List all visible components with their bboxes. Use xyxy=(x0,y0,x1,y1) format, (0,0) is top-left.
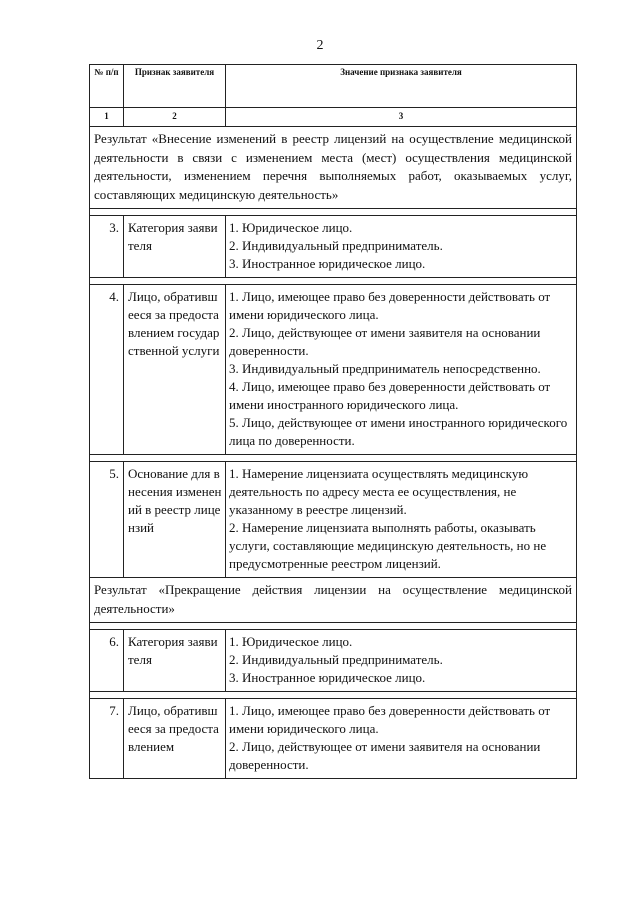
table-row xyxy=(90,630,577,692)
result-title: Результат «Прекращение действия лицензии на осуществление медицинской деятельности» xyxy=(90,578,577,623)
sign-value-item: 2. Лицо, действующее от имени заявителя на основании доверенности. xyxy=(229,739,541,772)
row-spacer xyxy=(90,209,577,216)
table-row xyxy=(90,285,577,455)
table-row xyxy=(90,462,577,578)
applicant-signs-table xyxy=(89,64,577,779)
sign-values xyxy=(226,285,577,455)
row-number: 7. xyxy=(90,699,124,779)
spacer-cell xyxy=(90,209,577,216)
row-number: 6. xyxy=(90,630,124,692)
table-row xyxy=(90,699,577,779)
table-header-row xyxy=(90,65,577,108)
sign-value-item: 2. Намерение лицензиата выполнять работы, оказывать услуги, составляющие медицинскую деятельность, но не предусмотренные реестром лицензий. xyxy=(229,520,547,571)
applicant-sign: Основание для внесения изменений в реестр лицензий xyxy=(124,462,226,578)
spacer-cell xyxy=(90,623,577,630)
sign-value-item: 2. Индивидуальный предприниматель. xyxy=(229,238,443,253)
sign-value-item: 1. Лицо, имеющее право без доверенности действовать от имени юридического лица. xyxy=(229,289,551,322)
applicant-sign: Лицо, обратившееся за предоставлением государственной услуги xyxy=(124,285,226,455)
sign-value-item: 1. Юридическое лицо. xyxy=(229,634,353,649)
sign-value-item: 3. Иностранное юридическое лицо. xyxy=(229,670,426,685)
spacer-cell xyxy=(90,692,577,699)
sign-value-item: 1. Лицо, имеющее право без доверенности действовать от имени юридического лица. xyxy=(229,703,551,736)
sign-values xyxy=(226,699,577,779)
row-number: 4. xyxy=(90,285,124,455)
applicant-sign: Лицо, обратившееся за предоставлением xyxy=(124,699,226,779)
column-number: 1 xyxy=(90,108,124,127)
sign-value-item: 2. Лицо, действующее от имени заявителя на основании доверенности. xyxy=(229,325,541,358)
header-value: Значение признака заявителя xyxy=(226,65,577,108)
sign-value-item: 1. Юридическое лицо. xyxy=(229,220,353,235)
result-row xyxy=(90,127,577,209)
page-number: 2 xyxy=(316,38,324,53)
column-numbers-row xyxy=(90,108,577,127)
column-number: 2 xyxy=(124,108,226,127)
sign-value-item: 4. Лицо, имеющее право без доверенности действовать от имени иностранного юридического лица. xyxy=(229,379,551,412)
spacer-cell xyxy=(90,278,577,285)
sign-values xyxy=(226,462,577,578)
sign-value-item: 3. Иностранное юридическое лицо. xyxy=(229,256,426,271)
sign-value-item: 3. Индивидуальный предприниматель непосредственно. xyxy=(229,361,541,376)
applicant-sign: Категория заявителя xyxy=(124,216,226,278)
row-spacer xyxy=(90,623,577,630)
row-number: 5. xyxy=(90,462,124,578)
column-number: 3 xyxy=(226,108,577,127)
row-spacer xyxy=(90,278,577,285)
sign-value-item: 2. Индивидуальный предприниматель. xyxy=(229,652,443,667)
sign-value-item: 1. Намерение лицензиата осуществлять медицинскую деятельность по адресу места ее осуществления, не указанному в реестре лицензий. xyxy=(229,466,529,517)
header-sign: Признак заявителя xyxy=(124,65,226,108)
sign-values xyxy=(226,630,577,692)
table-row xyxy=(90,216,577,278)
spacer-cell xyxy=(90,455,577,462)
header-num: № п/п xyxy=(90,65,124,108)
result-title: Результат «Внесение изменений в реестр лицензий на осуществление медицинской деятельности в связи с изменением места (мест) осуществления медицинской деятельности, изменением перечня выполняемых работ, оказываемых услуг, составляющих медицинскую деятельность» xyxy=(90,127,577,209)
row-spacer xyxy=(90,692,577,699)
row-spacer xyxy=(90,455,577,462)
sign-value-item: 5. Лицо, действующее от имени иностранного юридического лица по доверенности. xyxy=(229,415,568,448)
applicant-sign: Категория заявителя xyxy=(124,630,226,692)
row-number: 3. xyxy=(90,216,124,278)
sign-values xyxy=(226,216,577,278)
result-row xyxy=(90,578,577,623)
